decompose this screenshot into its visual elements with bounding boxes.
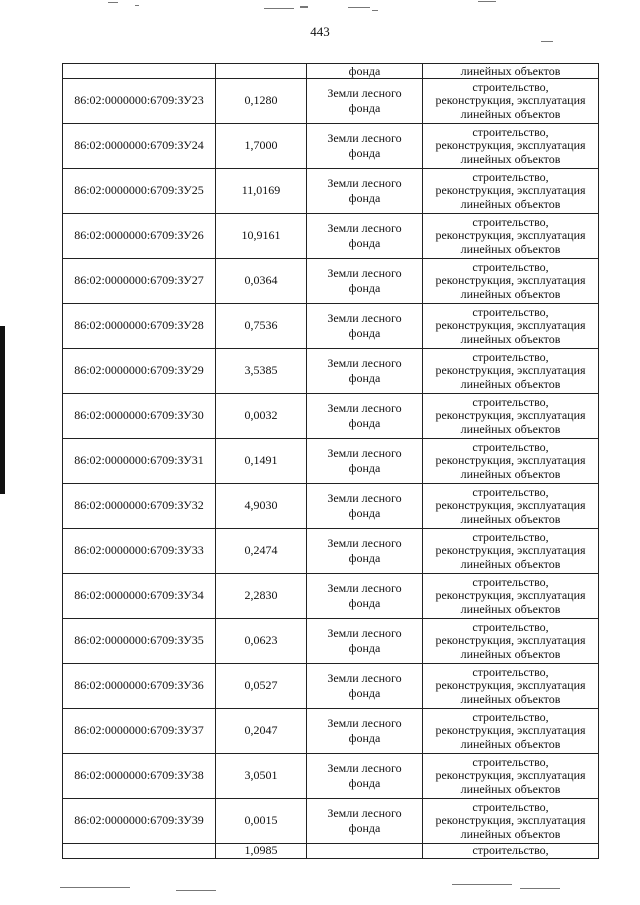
- land-category-cell: [307, 259, 423, 304]
- usage-line: линейных объектов: [460, 781, 561, 796]
- usage-line: реконструкция, эксплуатация: [435, 93, 586, 108]
- usage-line: линейных объектов: [460, 106, 561, 121]
- usage-line: линейных объектов: [460, 556, 561, 571]
- usage-line: строительство,: [472, 305, 549, 320]
- usage-cell: [423, 79, 599, 124]
- usage-line: реконструкция, эксплуатация: [435, 498, 586, 513]
- area-cell: 3,0501: [216, 754, 307, 799]
- usage-line: линейных объектов: [460, 646, 561, 661]
- area-cell: 11,0169: [216, 169, 307, 214]
- usage-cell: [423, 439, 599, 484]
- land-category-cell: [307, 529, 423, 574]
- area-cell: 0,1491: [216, 439, 307, 484]
- cadastral-number-cell: 86:02:0000000:6709:ЗУ39: [63, 799, 216, 844]
- scan-margin-bar: [0, 326, 5, 494]
- usage-line: линейных объектов: [460, 466, 561, 481]
- land-category-line: Земли лесного: [327, 356, 402, 370]
- cadastral-number-cell: 86:02:0000000:6709:ЗУ28: [63, 304, 216, 349]
- cadastral-number-cell: 86:02:0000000:6709:ЗУ26: [63, 214, 216, 259]
- land-category-line: Земли лесного: [327, 176, 402, 190]
- usage-line: строительство,: [472, 575, 549, 590]
- land-category-line: фонда: [348, 101, 381, 115]
- cadastral-number-cell: 86:02:0000000:6709:ЗУ24: [63, 124, 216, 169]
- land-category-line: фонда: [348, 506, 381, 520]
- usage-line: линейных объектов: [460, 196, 561, 211]
- land-category-line: фонда: [348, 641, 381, 655]
- land-category-cell: [307, 664, 423, 709]
- land-category-cell: [307, 844, 423, 859]
- land-category-line: Земли лесного: [327, 536, 402, 550]
- land-category-cell: [307, 439, 423, 484]
- usage-line: реконструкция, эксплуатация: [435, 723, 586, 738]
- usage-line: линейных объектов: [460, 826, 561, 841]
- land-category-cell: [307, 574, 423, 619]
- cadastral-number-cell: 86:02:0000000:6709:ЗУ34: [63, 574, 216, 619]
- land-category-cell: фонда: [307, 64, 423, 79]
- land-category-line: фонда: [348, 371, 381, 385]
- land-category-line: Земли лесного: [327, 221, 402, 235]
- land-plots-table: [62, 63, 599, 859]
- usage-cell: [423, 664, 599, 709]
- usage-line: строительство,: [472, 350, 549, 365]
- usage-line: строительство,: [472, 620, 549, 635]
- table-row: [63, 259, 599, 304]
- cadastral-number-cell: 86:02:0000000:6709:ЗУ38: [63, 754, 216, 799]
- usage-cell: [423, 304, 599, 349]
- usage-line: реконструкция, эксплуатация: [435, 588, 586, 603]
- land-category-line: фонда: [348, 281, 381, 295]
- usage-cell: [423, 529, 599, 574]
- table-row: [63, 529, 599, 574]
- table-row: [63, 799, 599, 844]
- land-category-line: фонда: [348, 731, 381, 745]
- area-cell: 0,2474: [216, 529, 307, 574]
- usage-line: линейных объектов: [460, 511, 561, 526]
- land-category-cell: [307, 124, 423, 169]
- area-cell: 0,2047: [216, 709, 307, 754]
- cadastral-number-cell: 86:02:0000000:6709:ЗУ27: [63, 259, 216, 304]
- cadastral-number-cell: 86:02:0000000:6709:ЗУ23: [63, 79, 216, 124]
- usage-line: линейных объектов: [460, 331, 561, 346]
- usage-line: строительство,: [472, 125, 549, 140]
- usage-line: строительство,: [472, 215, 549, 230]
- area-cell: [216, 64, 307, 79]
- area-cell: 1,0985: [216, 844, 307, 859]
- table-row: [63, 484, 599, 529]
- usage-cell: [423, 799, 599, 844]
- land-category-cell: [307, 169, 423, 214]
- area-cell: 0,0527: [216, 664, 307, 709]
- land-category-line: Земли лесного: [327, 671, 402, 685]
- land-category-line: Земли лесного: [327, 131, 402, 145]
- table-row-continued-top: [63, 64, 599, 79]
- land-category-cell: [307, 214, 423, 259]
- usage-line: линейных объектов: [460, 376, 561, 391]
- cadastral-number-cell: 86:02:0000000:6709:ЗУ37: [63, 709, 216, 754]
- land-category-line: фонда: [348, 461, 381, 475]
- usage-line: реконструкция, эксплуатация: [435, 813, 586, 828]
- usage-cell: [423, 484, 599, 529]
- table-row: [63, 754, 599, 799]
- table-row: [63, 394, 599, 439]
- cadastral-number-cell: 86:02:0000000:6709:ЗУ29: [63, 349, 216, 394]
- usage-line: реконструкция, эксплуатация: [435, 228, 586, 243]
- land-category-line: Земли лесного: [327, 626, 402, 640]
- table-body: [63, 64, 599, 859]
- usage-line: строительство,: [472, 440, 549, 455]
- area-cell: 0,1280: [216, 79, 307, 124]
- land-category-cell: [307, 799, 423, 844]
- table-row: [63, 619, 599, 664]
- area-cell: 10,9161: [216, 214, 307, 259]
- usage-line: строительство,: [472, 755, 549, 770]
- usage-line: линейных объектов: [460, 241, 561, 256]
- page-number: 443: [310, 24, 330, 39]
- usage-line: строительство,: [472, 260, 549, 275]
- usage-line: реконструкция, эксплуатация: [435, 318, 586, 333]
- table-row: [63, 349, 599, 394]
- table-row: [63, 124, 599, 169]
- usage-cell: [423, 619, 599, 664]
- table-row: [63, 439, 599, 484]
- cadastral-number-cell: 86:02:0000000:6709:ЗУ35: [63, 619, 216, 664]
- area-cell: 0,0015: [216, 799, 307, 844]
- usage-line: реконструкция, эксплуатация: [435, 633, 586, 648]
- usage-cell: [423, 349, 599, 394]
- usage-line: линейных объектов: [460, 691, 561, 706]
- land-category-cell: [307, 709, 423, 754]
- usage-line: линейных объектов: [460, 151, 561, 166]
- usage-cell: [423, 394, 599, 439]
- usage-line: реконструкция, эксплуатация: [435, 183, 586, 198]
- cadastral-number-cell: 86:02:0000000:6709:ЗУ33: [63, 529, 216, 574]
- cadastral-number-cell: 86:02:0000000:6709:ЗУ36: [63, 664, 216, 709]
- table-row: [63, 709, 599, 754]
- usage-line: линейных объектов: [460, 421, 561, 436]
- table-row-continued-bottom: [63, 844, 599, 859]
- land-category-line: фонда: [348, 551, 381, 565]
- usage-line: строительство,: [472, 800, 549, 815]
- land-category-line: Земли лесного: [327, 311, 402, 325]
- table-row: [63, 664, 599, 709]
- usage-line: строительство,: [472, 710, 549, 725]
- usage-line: реконструкция, эксплуатация: [435, 138, 586, 153]
- usage-cell: [423, 169, 599, 214]
- cadastral-number-cell: 86:02:0000000:6709:ЗУ32: [63, 484, 216, 529]
- table-row: [63, 169, 599, 214]
- usage-line: реконструкция, эксплуатация: [435, 363, 586, 378]
- usage-line: реконструкция, эксплуатация: [435, 768, 586, 783]
- land-category-line: Земли лесного: [327, 716, 402, 730]
- usage-cell: строительство,: [423, 844, 599, 859]
- cadastral-number-cell: 86:02:0000000:6709:ЗУ31: [63, 439, 216, 484]
- cadastral-number-cell: [63, 64, 216, 79]
- land-category-line: Земли лесного: [327, 581, 402, 595]
- usage-cell: [423, 124, 599, 169]
- table-row: [63, 304, 599, 349]
- area-cell: 3,5385: [216, 349, 307, 394]
- usage-line: реконструкция, эксплуатация: [435, 453, 586, 468]
- usage-cell: [423, 574, 599, 619]
- area-cell: 0,0364: [216, 259, 307, 304]
- land-category-line: Земли лесного: [327, 446, 402, 460]
- land-category-line: Земли лесного: [327, 266, 402, 280]
- land-category-cell: [307, 394, 423, 439]
- area-cell: 0,0623: [216, 619, 307, 664]
- land-category-cell: [307, 754, 423, 799]
- usage-cell: [423, 214, 599, 259]
- area-cell: 4,9030: [216, 484, 307, 529]
- land-category-line: Земли лесного: [327, 401, 402, 415]
- usage-line: реконструкция, эксплуатация: [435, 273, 586, 288]
- area-cell: 0,7536: [216, 304, 307, 349]
- usage-line: строительство,: [472, 395, 549, 410]
- land-category-cell: [307, 619, 423, 664]
- land-category-line: Земли лесного: [327, 86, 402, 100]
- land-category-line: Земли лесного: [327, 491, 402, 505]
- land-category-line: фонда: [348, 596, 381, 610]
- land-category-line: фонда: [348, 686, 381, 700]
- table-row: [63, 574, 599, 619]
- land-category-line: фонда: [348, 326, 381, 340]
- usage-line: реконструкция, эксплуатация: [435, 408, 586, 423]
- area-cell: 0,0032: [216, 394, 307, 439]
- usage-line: линейных объектов: [460, 601, 561, 616]
- land-category-line: фонда: [348, 821, 381, 835]
- usage-line: линейных объектов: [460, 286, 561, 301]
- land-category-line: фонда: [348, 416, 381, 430]
- area-cell: 1,7000: [216, 124, 307, 169]
- land-category-line: фонда: [348, 236, 381, 250]
- land-category-cell: [307, 79, 423, 124]
- table-row: [63, 79, 599, 124]
- cadastral-number-cell: 86:02:0000000:6709:ЗУ25: [63, 169, 216, 214]
- land-category-line: Земли лесного: [327, 806, 402, 820]
- land-category-line: Земли лесного: [327, 761, 402, 775]
- land-category-cell: [307, 349, 423, 394]
- area-cell: 2,2830: [216, 574, 307, 619]
- land-category-line: фонда: [348, 191, 381, 205]
- land-category-line: фонда: [348, 776, 381, 790]
- usage-cell: линейных объектов: [423, 64, 599, 79]
- usage-cell: [423, 259, 599, 304]
- land-category-cell: [307, 304, 423, 349]
- usage-line: реконструкция, эксплуатация: [435, 678, 586, 693]
- land-category-cell: [307, 484, 423, 529]
- usage-cell: [423, 754, 599, 799]
- table-row: [63, 214, 599, 259]
- land-category-line: фонда: [348, 146, 381, 160]
- cadastral-number-cell: [63, 844, 216, 859]
- usage-line: строительство,: [472, 80, 549, 95]
- usage-line: строительство,: [472, 485, 549, 500]
- usage-line: строительство,: [472, 170, 549, 185]
- cadastral-number-cell: 86:02:0000000:6709:ЗУ30: [63, 394, 216, 439]
- usage-line: строительство,: [472, 530, 549, 545]
- usage-line: линейных объектов: [460, 736, 561, 751]
- usage-line: строительство,: [472, 665, 549, 680]
- usage-cell: [423, 709, 599, 754]
- usage-line: реконструкция, эксплуатация: [435, 543, 586, 558]
